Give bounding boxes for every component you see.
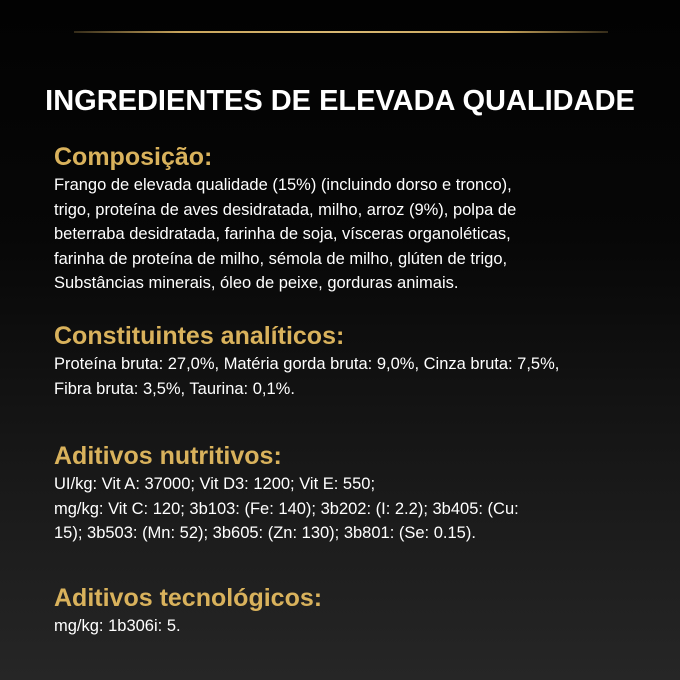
section-body-constituintes [54,352,654,401]
section-body-aditivos-tecnologicos [54,614,654,639]
section-heading-aditivos-tecnologicos: Aditivos tecnológicos: [54,584,323,612]
text-line: Fibra bruta: 3,5%, Taurina: 0,1%. [54,379,295,398]
section-heading-composicao: Composição: [54,143,213,171]
text-line: Proteína bruta: 27,0%, Matéria gorda bruta: 9,0%, Cinza bruta: 7,5%, [54,355,560,373]
text-line: mg/kg: 1b306i: 5. [54,617,181,635]
section-body-aditivos-nutritivos [54,472,654,546]
section-body-composicao [54,173,654,296]
section-composicao [54,143,654,296]
top-gold-rule [74,31,608,33]
text-line: farinha de proteína de milho, sémola de milho, glúten de trigo, [54,249,508,268]
page-title: INGREDIENTES DE ELEVADA QUALIDADE [45,85,635,118]
text-line: Substâncias minerais, óleo de peixe, gorduras animais. [54,274,459,292]
text-line: trigo, proteína de aves desidratada, milho, arroz (9%), polpa de [54,200,517,219]
section-aditivos-tecnologicos [54,584,654,639]
text-line: UI/kg: Vit A: 37000; Vit D3: 1200; Vit E: 550; [54,475,376,493]
section-constituintes-analiticos [54,322,654,401]
text-line: mg/kg: Vit C: 120; 3b103: (Fe: 140); 3b202: (I: 2.2); 3b405: (Cu: [54,499,519,518]
text-line: Frango de elevada qualidade (15%) (incluindo dorso e tronco), [54,176,512,194]
text-line: 15); 3b503: (Mn: 52); 3b605: (Zn: 130); 3b801: (Se: 0.15). [54,524,476,542]
section-aditivos-nutritivos [54,442,654,546]
section-heading-constituintes: Constituintes analíticos: [54,322,345,350]
text-line: beterraba desidratada, farinha de soja, vísceras organoléticas, [54,225,511,243]
section-heading-aditivos-nutritivos: Aditivos nutritivos: [54,442,282,470]
